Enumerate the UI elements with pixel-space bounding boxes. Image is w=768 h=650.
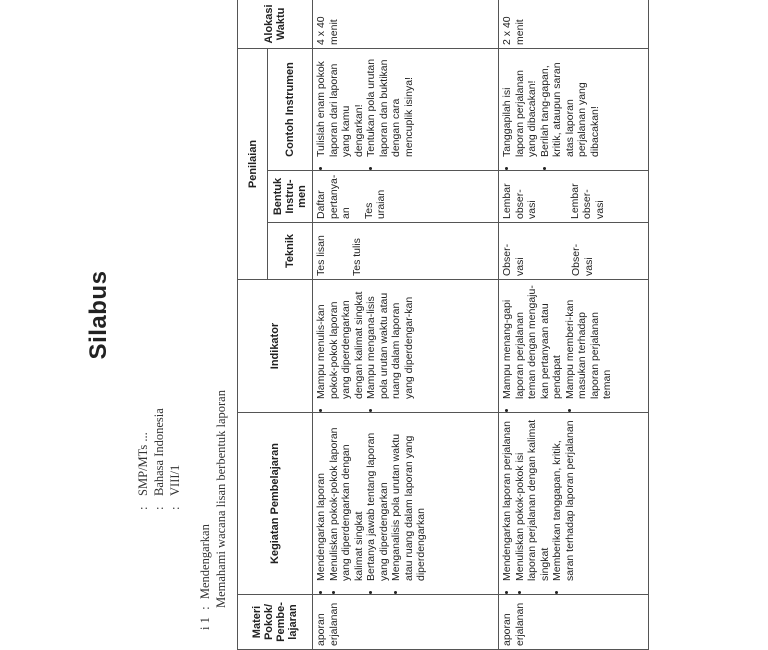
list-item: • Tentukan pola urutan laporan dan buktikan dengan cara mencuplik isinya!: [365, 52, 415, 157]
info-value: Mendengarkan: [198, 524, 212, 600]
info-label: i 1: [198, 617, 212, 630]
list-item: • Menganalisis pola urutan waktu atau ruang dalam laporan yang diperdengarkan: [390, 416, 428, 581]
info-line-basic-competency: [214, 390, 229, 608]
bentuk-value: Daftar pertanya-an: [315, 174, 352, 219]
cell-bentuk: [313, 171, 499, 223]
cell-alokasi: 4 x 40 menit: [313, 0, 499, 48]
teknik-value: Obser-vasi: [570, 243, 595, 276]
list-item: • Mendengarkan laporan: [315, 416, 328, 581]
header-materi: Materi Pokok/ Pembe-lajaran: [238, 595, 313, 650]
cell-contoh: [499, 48, 649, 170]
cell-teknik: [499, 223, 649, 280]
info-colon: :: [136, 506, 150, 510]
list-item: • Mampu mengana-lisis pola urutan waktu atau ruang dalam laporan yang diperdengar-kan: [365, 283, 415, 399]
info-colon: :: [168, 506, 182, 510]
list-item: • Menuliskan pokok-pokok laporan yang diperdengarkan dengan kalimat singkat: [328, 416, 366, 581]
list-item: • Berilah tang-gapan, kritik, ataupun saran atas laporan perjalanan yang dibacakan!: [539, 52, 602, 157]
info-colon: :: [198, 606, 212, 610]
cell-materi: aporan erjalanan: [499, 595, 649, 650]
table-row: [499, 0, 649, 650]
syllabus-table: [237, 0, 649, 650]
teknik-value: Obser-vasi: [501, 243, 526, 276]
header-indikator: Indikator: [238, 280, 313, 413]
list-item: • Tulislah enam pokok laporan dari laporan yang kamu dengarkan!: [315, 52, 365, 157]
table-row: [313, 0, 499, 650]
cell-indikator: [313, 280, 499, 413]
teknik-value: Tes lisan: [315, 235, 327, 276]
list-item: • Tanggapilah isi laporan perjalanan yang dibacakan!: [501, 52, 539, 157]
info-value: Bahasa Indonesia: [152, 408, 166, 496]
list-item: • Mendengarkan laporan perjalanan: [501, 416, 514, 581]
header-bentuk: Bentuk Instru-men: [268, 171, 313, 223]
list-item: • Memberikan tanggapan, kritik, saran terhadap laporan perjalanan: [551, 416, 576, 581]
page-title: Silabus: [85, 270, 112, 360]
cell-materi: aporan erjalanan: [313, 595, 499, 650]
info-line-class: [168, 465, 183, 510]
info-colon: :: [152, 506, 166, 510]
header-kegiatan: Kegiatan Pembelajaran: [238, 413, 313, 595]
teknik-value: Tes tulis: [350, 238, 363, 276]
cell-alokasi: 2 x 40 menit: [499, 0, 649, 48]
list-item: • Bertanya jawab tentang laporan yang diperdengarkan: [365, 416, 390, 581]
cell-kegiatan: [313, 413, 499, 595]
cell-kegiatan: [499, 413, 649, 595]
list-item: • Mampu menang-gapi laporan perjalanan teman dengan mengaju-kan pertanyaan atau pendapat: [501, 283, 564, 399]
header-contoh: Contoh Instrumen: [268, 48, 313, 170]
info-line-subject: [152, 408, 167, 510]
info-line-competency: [198, 524, 213, 630]
cell-teknik: [313, 223, 499, 280]
info-value: VIII/1: [168, 464, 182, 496]
list-item: • Mampu menulis-kan pokok-pokok laporan yang diperdengarkan dengan kalimat singkat: [315, 283, 365, 399]
list-item: • Mampu memberi-kan masukan terhadap laporan perjalanan teman: [564, 283, 614, 399]
header-alokasi: Alokasi Waktu: [238, 0, 313, 48]
cell-contoh: [313, 48, 499, 170]
info-value: Memahami wacana lisan berbentuk laporan: [214, 390, 228, 608]
header-penilaian: Penilaian: [238, 48, 268, 279]
bentuk-value: Lembar obser-vasi: [568, 183, 606, 219]
header-teknik: Teknik: [268, 223, 313, 280]
cell-indikator: [499, 280, 649, 413]
info-value: SMP/MTs ...: [136, 432, 150, 496]
cell-bentuk: [499, 171, 649, 223]
bentuk-value: Lembar obser-vasi: [501, 183, 538, 219]
bentuk-value: Tes uraian: [362, 189, 387, 219]
info-line-school: [136, 432, 151, 510]
list-item: • Menuliskan pokok-pokok isi laporan perjalanan dengan kalimat singkat: [514, 416, 552, 581]
